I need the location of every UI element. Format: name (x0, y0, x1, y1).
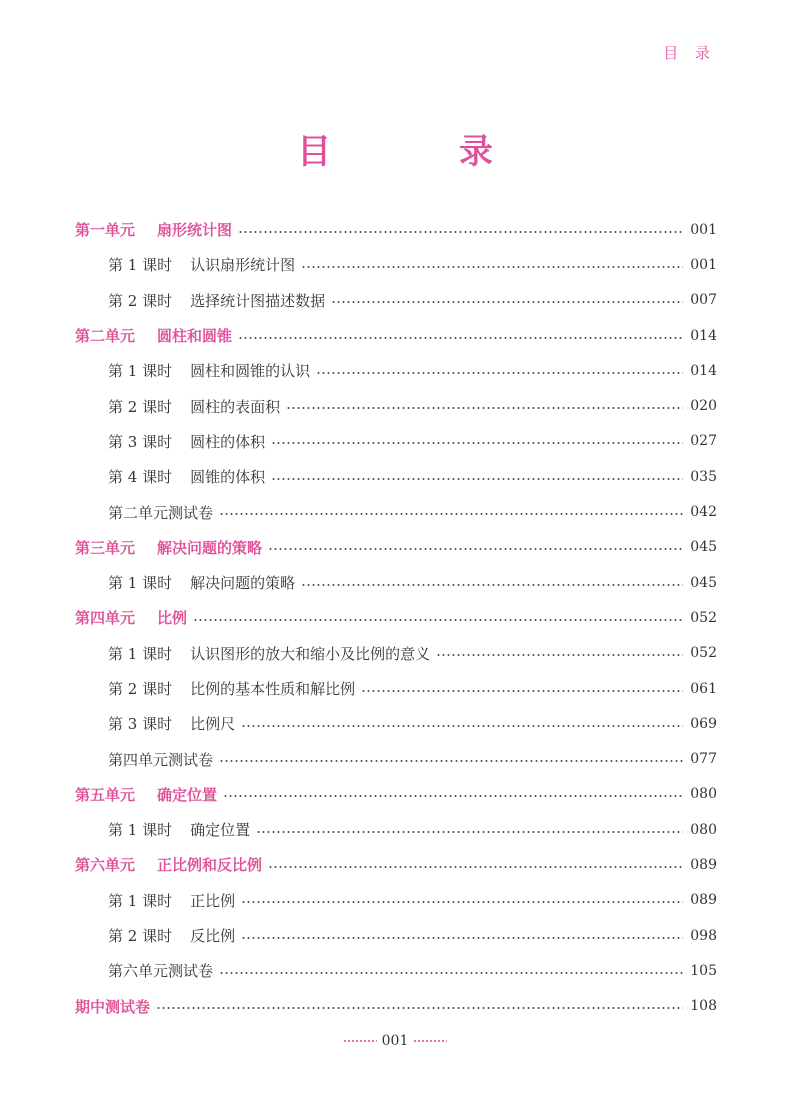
toc-entry-number: 第 2 课时 (108, 397, 173, 416)
dot-leader (156, 1007, 683, 1009)
toc-entry-title: 期中测试卷 (75, 997, 151, 1016)
toc-entry-title: 解决问题的策略 (157, 538, 263, 557)
toc-entry-page: 080 (690, 786, 717, 803)
toc-entry-number: 第 1 课时 (108, 891, 173, 910)
toc-entry-number: 第 3 课时 (108, 715, 173, 734)
toc-entry-number: 第 2 课时 (108, 680, 173, 698)
footer-dots-right (413, 1040, 447, 1042)
toc-unit-entry[interactable] (75, 318, 717, 353)
dot-leader (301, 584, 683, 586)
toc-entry-page: 089 (690, 892, 717, 909)
toc-entry-number: 第 1 课时 (108, 574, 173, 593)
toc-lesson-entry[interactable] (75, 353, 717, 388)
footer-dots-left (343, 1040, 377, 1042)
toc-entry-title: 反比例 (190, 927, 236, 946)
toc-entry-title: 第二单元测试卷 (108, 503, 214, 522)
toc-entry-title: 正比例 (190, 891, 236, 910)
toc-entry-title: 选择统计图描述数据 (190, 291, 326, 310)
toc-entry-title: 比例 (157, 609, 188, 628)
toc-entry-page: 045 (690, 574, 717, 591)
toc-lesson-entry[interactable] (75, 283, 717, 318)
toc-entry-title: 圆柱的表面积 (190, 397, 281, 416)
toc-lesson-entry[interactable] (75, 247, 717, 282)
toc-lesson-entry[interactable] (75, 636, 717, 671)
toc-entry-number: 第 2 课时 (108, 927, 173, 946)
toc-entry-number: 第 4 课时 (108, 468, 173, 487)
toc-entry-number: 第六单元 (75, 856, 136, 875)
toc-entry-page: 020 (690, 398, 717, 415)
dot-leader (238, 231, 683, 233)
toc-entry-page: 052 (690, 645, 717, 662)
table-of-contents (75, 212, 717, 1024)
toc-entry-page: 042 (690, 504, 717, 521)
toc-lesson-entry[interactable] (75, 565, 717, 600)
toc-unit-entry[interactable] (75, 212, 717, 247)
dot-leader (241, 901, 683, 903)
dot-leader (238, 337, 683, 339)
toc-entry-page: 069 (690, 715, 717, 732)
toc-entry-number: 第四单元 (75, 609, 136, 628)
toc-lesson-entry[interactable] (75, 671, 717, 706)
toc-entry-title: 第六单元测试卷 (108, 962, 214, 981)
toc-entry-number: 第 1 课时 (108, 362, 173, 381)
toc-unit-entry[interactable] (75, 777, 717, 812)
dot-leader (331, 301, 683, 303)
toc-entry-page: 105 (690, 962, 717, 979)
toc-entry-page: 080 (690, 821, 717, 838)
toc-entry-page: 014 (690, 362, 717, 379)
toc-entry-page: 007 (690, 292, 717, 309)
toc-entry-page: 001 (690, 221, 717, 238)
dot-leader (241, 725, 683, 727)
toc-lesson-entry[interactable] (75, 706, 717, 741)
toc-entry-page: 035 (690, 468, 717, 485)
dot-leader (193, 619, 683, 621)
dot-leader (268, 866, 683, 868)
dot-leader (271, 442, 683, 444)
toc-entry-number: 第 1 课时 (108, 256, 173, 275)
dot-leader (286, 407, 683, 409)
toc-lesson-entry[interactable] (75, 883, 717, 918)
toc-entry-number: 第 1 课时 (108, 644, 173, 663)
toc-entry-title: 圆锥的体积 (190, 468, 266, 487)
toc-lesson-entry[interactable] (75, 918, 717, 953)
toc-entry-page: 014 (690, 327, 717, 344)
toc-unit-entry[interactable] (75, 847, 717, 882)
toc-entry-title: 解决问题的策略 (190, 574, 296, 593)
toc-entry-page: 027 (690, 433, 717, 450)
toc-entry-title: 圆柱和圆锥 (157, 327, 233, 346)
toc-lesson-entry[interactable] (75, 388, 717, 423)
toc-entry-title: 比例尺 (190, 715, 236, 734)
dot-leader (361, 690, 683, 692)
dot-leader (223, 795, 683, 797)
toc-entry-page: 089 (690, 856, 717, 873)
toc-entry-page: 061 (690, 680, 717, 697)
toc-unit-entry[interactable] (75, 989, 717, 1024)
dot-leader (301, 266, 683, 268)
toc-entry-page: 077 (690, 751, 717, 768)
dot-leader (219, 972, 683, 974)
dot-leader (436, 654, 683, 656)
toc-entry-page: 001 (690, 256, 717, 273)
dot-leader (256, 831, 683, 833)
page-footer (0, 1033, 790, 1049)
toc-lesson-entry[interactable] (75, 459, 717, 494)
toc-entry-number: 第 2 课时 (108, 291, 173, 310)
toc-entry-number: 第五单元 (75, 785, 136, 804)
toc-entry-title: 第四单元测试卷 (108, 750, 214, 769)
dot-leader (219, 760, 683, 762)
toc-entry-title: 认识扇形统计图 (190, 256, 296, 275)
toc-entry-number: 第二单元 (75, 327, 136, 346)
toc-entry-title: 确定位置 (190, 821, 251, 840)
toc-entry-number: 第 3 课时 (108, 432, 173, 451)
toc-entry-title: 认识图形的放大和缩小及比例的意义 (190, 644, 431, 663)
toc-lesson-entry[interactable] (75, 494, 717, 529)
toc-lesson-entry[interactable] (75, 424, 717, 459)
toc-entry-page: 045 (690, 539, 717, 556)
toc-entry-number: 第三单元 (75, 538, 136, 557)
dot-leader (316, 372, 683, 374)
toc-entry-page: 108 (690, 998, 717, 1015)
dot-leader (241, 937, 683, 939)
toc-unit-entry[interactable] (75, 530, 717, 565)
dot-leader (271, 478, 683, 480)
toc-lesson-entry[interactable] (75, 741, 717, 776)
toc-entry-number: 第一单元 (75, 221, 136, 240)
toc-entry-title: 比例的基本性质和解比例 (190, 680, 356, 698)
page-title: 目 录 (297, 132, 551, 172)
toc-entry-number: 第 1 课时 (108, 821, 173, 840)
dot-leader (219, 513, 683, 515)
toc-entry-title: 圆柱的体积 (190, 432, 266, 451)
toc-entry-page: 052 (690, 609, 717, 626)
toc-entry-page: 098 (690, 927, 717, 944)
toc-lesson-entry[interactable] (75, 953, 717, 988)
toc-unit-entry[interactable] (75, 600, 717, 635)
running-header: 目 录 (663, 44, 716, 62)
toc-entry-title: 圆柱和圆锥的认识 (190, 362, 311, 381)
toc-lesson-entry[interactable] (75, 812, 717, 847)
toc-entry-title: 正比例和反比例 (157, 856, 263, 875)
page-number: 001 (381, 1033, 409, 1049)
toc-entry-title: 确定位置 (157, 785, 218, 804)
toc-entry-title: 扇形统计图 (157, 221, 233, 240)
dot-leader (268, 548, 683, 550)
